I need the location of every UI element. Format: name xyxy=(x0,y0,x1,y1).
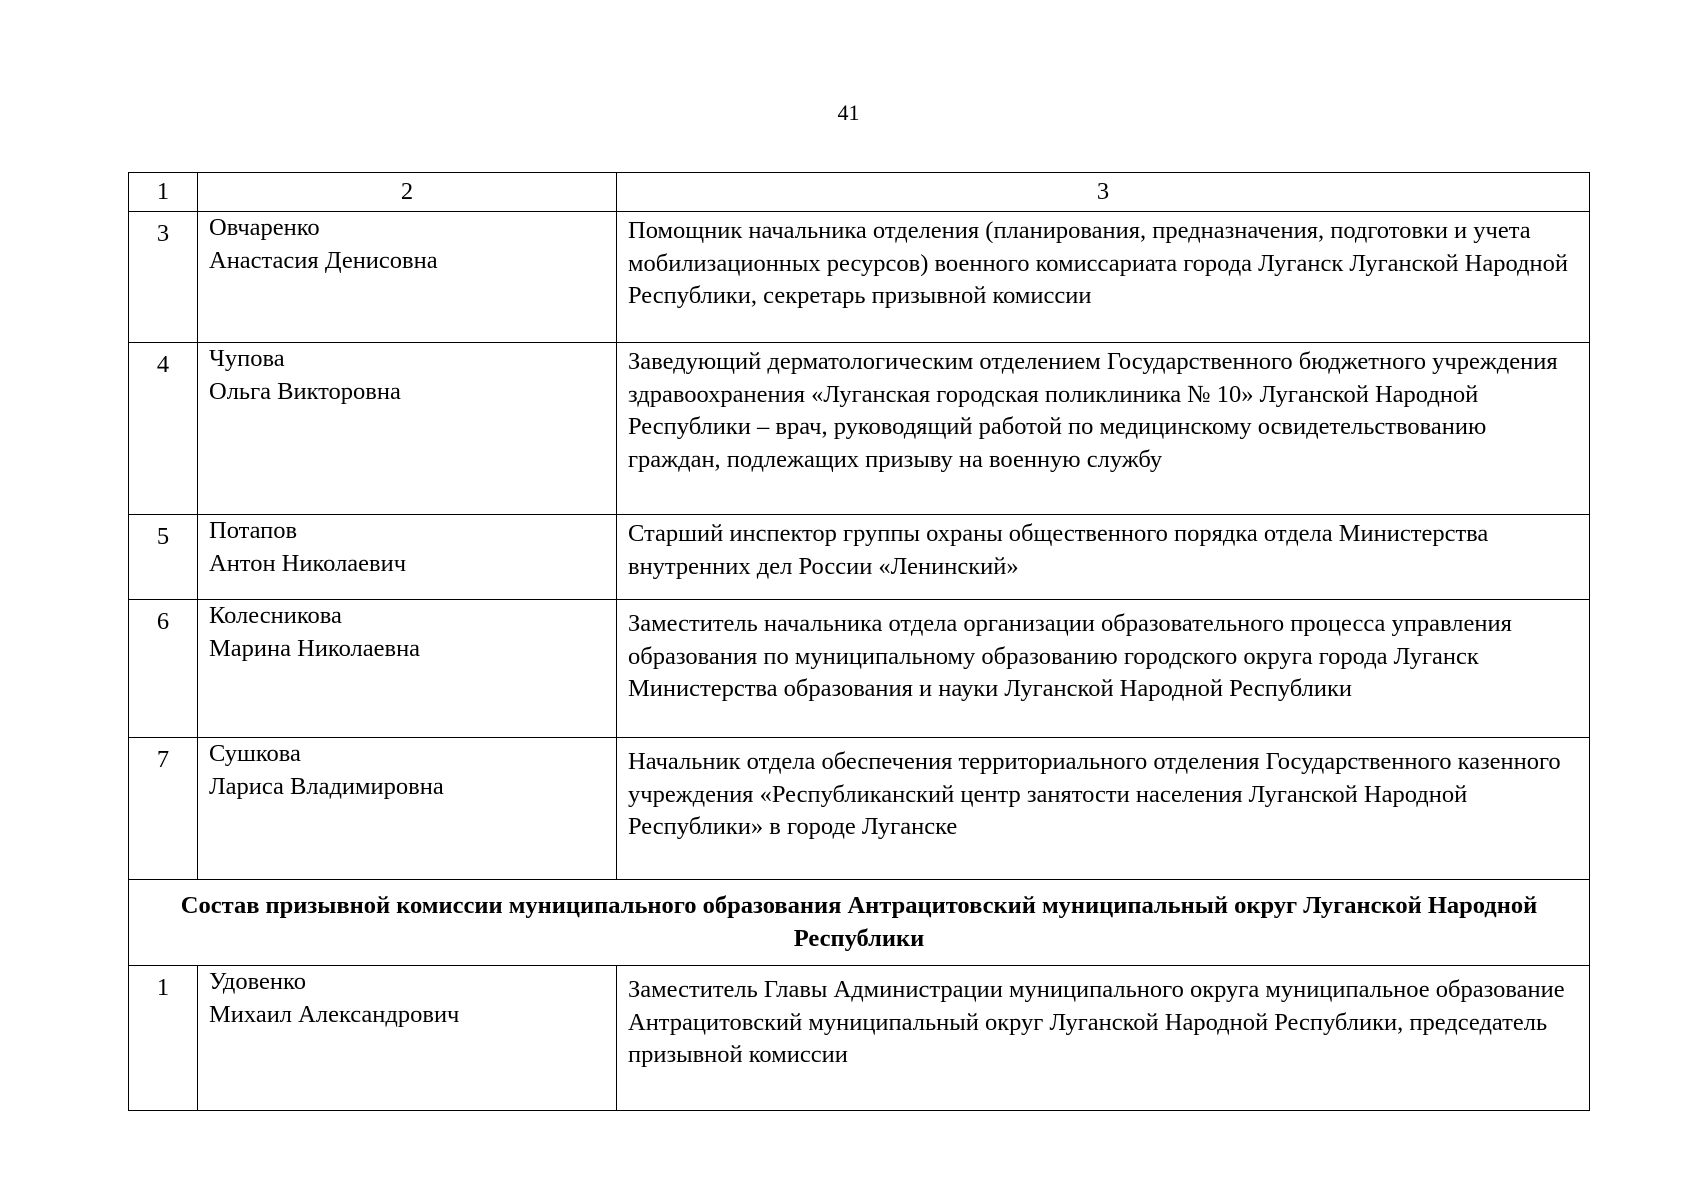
row-number: 7 xyxy=(129,738,198,880)
given-names: Анастасия Денисовна xyxy=(209,246,438,274)
header-col-2: 2 xyxy=(198,173,617,212)
table-row xyxy=(129,600,1590,738)
row-number: 3 xyxy=(129,212,198,343)
given-names: Ольга Викторовна xyxy=(209,377,401,405)
table-row xyxy=(129,966,1590,1111)
member-position: Помощник начальника отделения (планирования, предназначения, подготовки и учета мобилизационных ресурсов) военного комиссариата города Луганск Луганской Народной Республики, секретарь призывной комиссии xyxy=(617,212,1590,343)
surname: Чупова xyxy=(209,345,285,372)
member-position: Заместитель Главы Администрации муниципального округа муниципальное образование Антрацитовский муниципальный округ Луганской Народной Республики, председатель призывной комиссии xyxy=(617,966,1590,1111)
header-col-1: 1 xyxy=(129,173,198,212)
table-row xyxy=(129,343,1590,515)
row-number: 1 xyxy=(129,966,198,1111)
table-row xyxy=(129,212,1590,343)
member-position: Начальник отдела обеспечения территориального отделения Государственного казенного учреждения «Республиканский центр занятости населения Луганской Народной Республики» в городе Луганске xyxy=(617,738,1590,880)
commission-table xyxy=(128,172,1590,1111)
header-col-3: 3 xyxy=(617,173,1590,212)
member-name xyxy=(198,212,617,343)
member-position: Заместитель начальника отдела организации образовательного процесса управления образования по муниципальному образованию городского округа города Луганск Министерства образования и науки Луганской Народной Республики xyxy=(617,600,1590,738)
table-header-row xyxy=(129,173,1590,212)
member-name xyxy=(198,600,617,738)
member-position: Заведующий дерматологическим отделением Государственного бюджетного учреждения здравоохранения «Луганская городская поликлиника № 10» Луганской Народной Республики – врач, руководящий работой по медицинскому освидетельствованию граждан, подлежащих призыву на военную службу xyxy=(617,343,1590,515)
surname: Овчаренко xyxy=(209,214,320,241)
given-names: Лариса Владимировна xyxy=(209,772,444,800)
row-number: 6 xyxy=(129,600,198,738)
member-name xyxy=(198,515,617,600)
surname: Сушкова xyxy=(209,740,301,767)
page-number: 41 xyxy=(837,100,860,125)
section-title: Состав призывной комиссии муниципального образования Антрацитовский муниципальный округ Луганской Народной Республики xyxy=(129,880,1590,966)
given-names: Антон Николаевич xyxy=(209,549,407,577)
surname: Колесникова xyxy=(209,602,342,629)
member-name xyxy=(198,966,617,1111)
surname: Потапов xyxy=(209,517,298,544)
member-name xyxy=(198,343,617,515)
row-number: 4 xyxy=(129,343,198,515)
section-header-row xyxy=(129,880,1590,966)
given-names: Михаил Александрович xyxy=(209,1000,460,1028)
table-row xyxy=(129,515,1590,600)
member-position: Старший инспектор группы охраны общественного порядка отдела Министерства внутренних дел России «Ленинский» xyxy=(617,515,1590,600)
surname: Удовенко xyxy=(209,968,306,995)
table-row xyxy=(129,738,1590,880)
member-name xyxy=(198,738,617,880)
given-names: Марина Николаевна xyxy=(209,634,421,662)
row-number: 5 xyxy=(129,515,198,600)
